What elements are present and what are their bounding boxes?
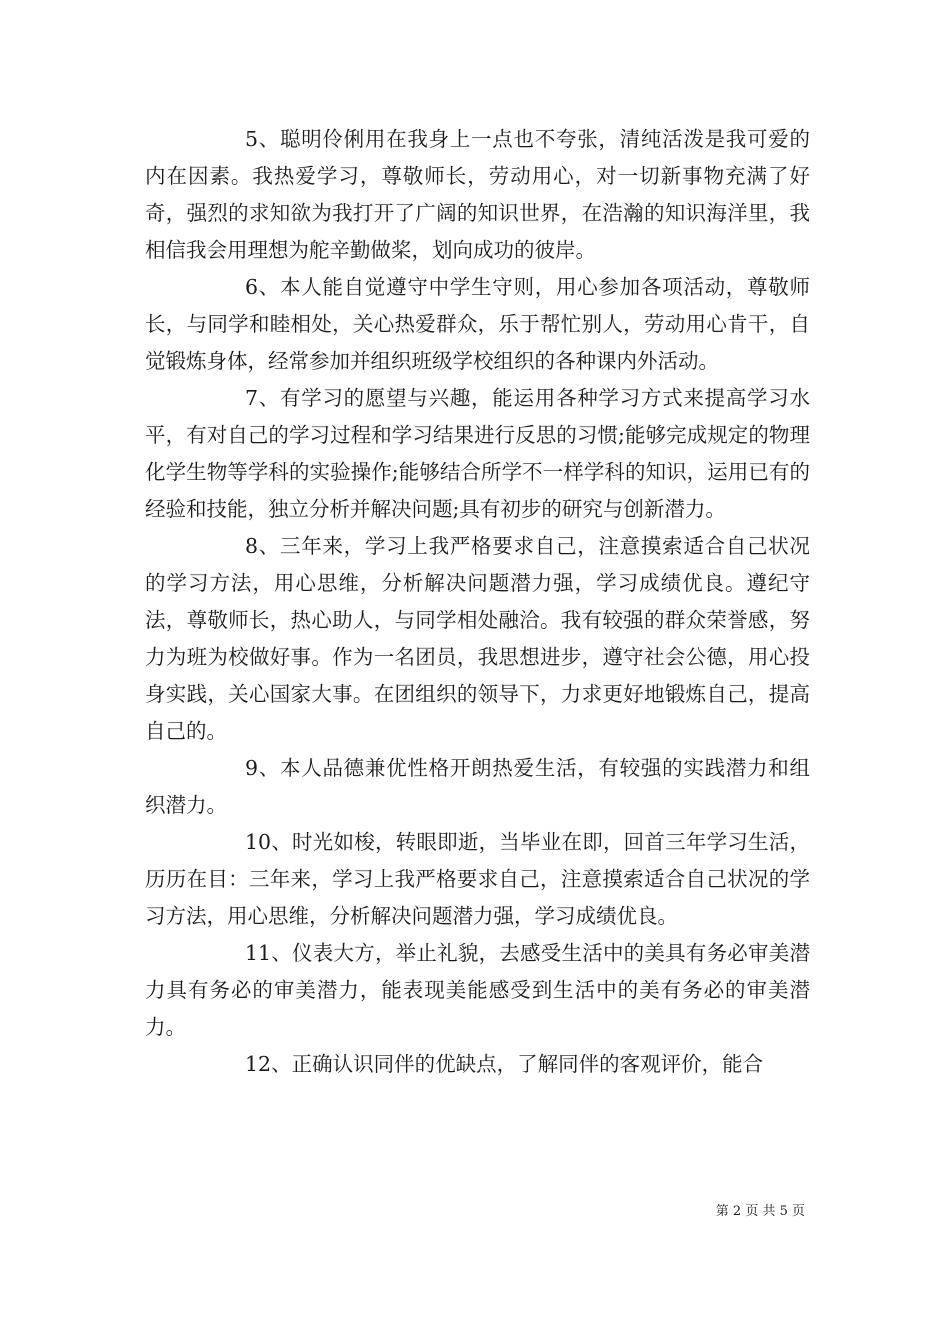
paragraph-10: 10、时光如梭，转眼即逝，当毕业在即，回首三年学习生活，历历在目：三年来，学习上我严格要求自己，注意摸索适合自己状况的学习方法，用心思维，分析解决问题潜力强，学习成绩优良。: [145, 830, 810, 928]
paragraph-9: 9、本人品德兼优性格开朗热爱生活，有较强的实践潜力和组织潜力。: [145, 756, 810, 817]
paragraph-12: 12、正确认识同伴的优缺点，了解同伴的客观评价，能合: [245, 1052, 764, 1076]
paragraph-5: 5、聪明伶俐用在我身上一点也不夸张，清纯活泼是我可爱的内在因素。我热爱学习，尊敬师长，劳动用心，对一切新事物充满了好奇，强烈的求知欲为我打开了广阔的知识世界，在浩瀚的知识海洋里，我相信我会用理想为舵辛勤做桨，划向成功的彼岸。: [145, 127, 810, 262]
page-number-footer: 第 2 页 共 5 页: [715, 1204, 805, 1219]
paragraph-7: 7、有学习的愿望与兴趣，能运用各种学习方式来提高学习水平，有对自己的学习过程和学习结果进行反思的习惯;能够完成规定的物理化学生物等学科的实验操作;能够结合所学不一样学科的知识，运用已有的经验和技能，独立分析并解决问题;具有初步的研究与创新潜力。: [145, 386, 810, 521]
paragraph-6: 6、本人能自觉遵守中学生守则，用心参加各项活动，尊敬师长，与同学和睦相处，关心热爱群众，乐于帮忙别人，劳动用心肯干，自觉锻炼身体，经常参加并组织班级学校组织的各种课内外活动。: [145, 275, 810, 373]
paragraph-8: 8、三年来，学习上我严格要求自己，注意摸索适合自己状况的学习方法，用心思维，分析解决问题潜力强，学习成绩优良。遵纪守法，尊敬师长，热心助人，与同学相处融洽。我有较强的群众荣誉感，努力为班为校做好事。作为一名团员，我思想进步，遵守社会公德，用心投身实践，关心国家大事。在团组织的领导下，力求更好地锻炼自己，提高自己的。: [145, 534, 810, 743]
paragraph-11: 11、仪表大方，举止礼貌，去感受生活中的美具有务必审美潜力具有务必的审美潜力，能表现美能感受到生活中的美有务必的审美潜力。: [145, 941, 810, 1039]
document-body: [145, 121, 810, 1083]
